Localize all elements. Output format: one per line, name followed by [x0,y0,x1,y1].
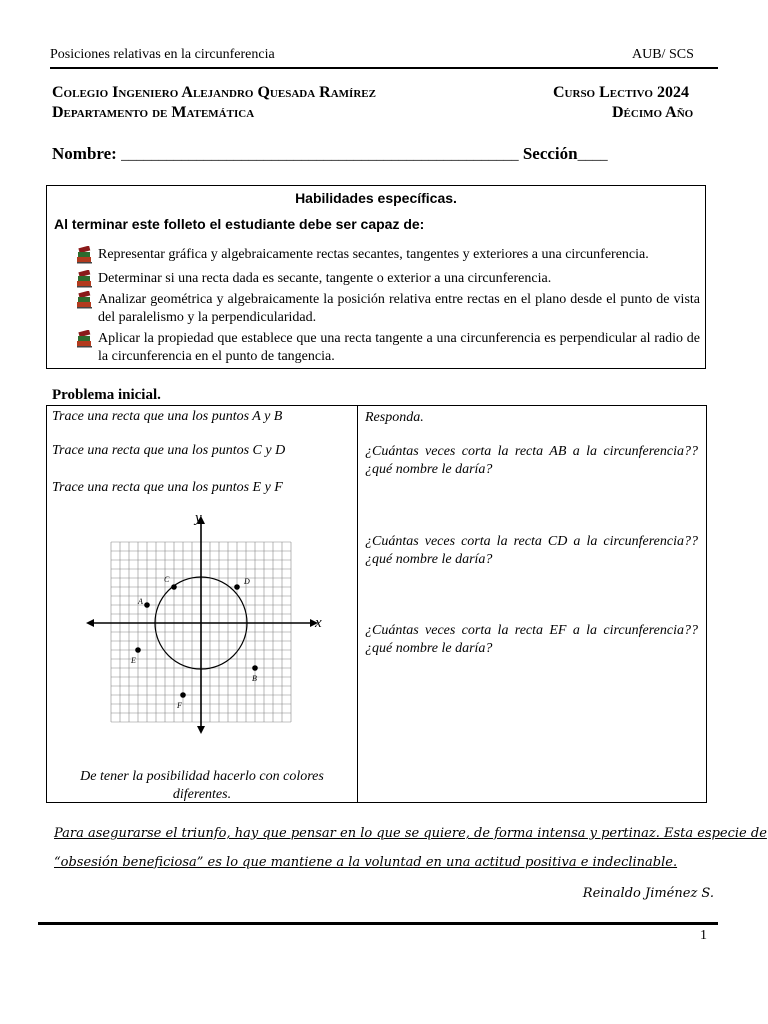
books-icon [76,291,94,309]
point-f [180,692,186,698]
instruction-ef: Trace una recta que una los puntos E y F [52,480,283,495]
student-name-line[interactable] [52,144,608,164]
point-a [144,602,150,608]
question-ef: ¿Cuántas veces corta la recta EF a la circunferencia?? ¿qué nombre le daría? [365,623,698,656]
name-label: Nombre: [52,144,122,163]
problem-title: Problema inicial. [52,387,161,403]
skill-item [76,270,700,288]
running-header-title: Posiciones relativas en la circunferencia [50,47,275,62]
point-e [135,647,141,653]
point-label-c: C [164,575,170,584]
point-label-f: F [177,701,182,710]
point-c [171,584,177,590]
skill-item [76,330,700,366]
point-d [234,584,240,590]
skill-item [76,246,700,264]
skill-text: Determinar si una recta dada es secante, tangente o exterior a una circunferencia. [98,271,552,286]
skill-item [76,291,700,327]
skill-text: Aplicar la propiedad que establece que una recta tangente a una circunferencia es perpendicular al radio de la circunferencia en el punto de tangencia. [98,331,700,364]
skills-title: Habilidades específicas. [295,190,457,206]
y-axis-arrow-down [197,726,205,734]
point-b [252,665,258,671]
running-header-code: AUB/ SCS [632,47,694,62]
question-ab: ¿Cuántas veces corta la recta AB a la circunferencia?? ¿qué nombre le daría? [365,444,698,477]
header-rule [50,67,718,69]
skill-text: Representar gráfica y algebraicamente rectas secantes, tangentes y exteriores a una circunferencia. [98,247,649,262]
respond-label: Responda. [365,410,424,425]
books-icon [76,330,94,348]
grade-level: Décimo Año [612,104,694,121]
quote-line-1: Para asegurarse el triunfo, hay que pensar en lo que se quiere, de forma intensa y pertinaz. Esta especie de [54,826,767,841]
point-label-d: D [244,577,250,586]
color-note: De tener la posibilidad hacerlo con colores diferentes. [80,769,324,802]
section-blank[interactable]: ____ [577,147,608,163]
skill-text: Analizar geométrica y algebraicamente la posición relativa entre rectas en el plano desde el punto de vista del paralelismo y la perpendicularidad. [98,292,700,325]
point-label-a: A [138,597,143,606]
department-name: Departamento de Matemática [52,104,255,121]
y-axis-label: y [195,510,202,526]
page-number: 1 [700,928,707,943]
x-axis-label: x [315,615,322,631]
instruction-cd: Trace una recta que una los puntos C y D [52,443,286,458]
section-label: Sección [522,144,578,163]
skills-intro: Al terminar este folleto el estudiante debe ser capaz de: [54,216,425,232]
point-label-e: E [131,656,136,665]
point-label-b: B [252,674,257,683]
instruction-ab: Trace una recta que una los puntos A y B [52,409,283,424]
school-name: Colegio Ingeniero Alejandro Quesada Ramírez [52,84,376,101]
x-axis-arrow-left [86,619,94,627]
books-icon [76,270,94,288]
footer-rule [38,922,718,925]
quote-line-2: “obsesión beneficiosa” es lo que mantiene a la voluntad en una actitud positiva e indeclinable. [54,855,678,870]
name-blank[interactable]: _____________________________________________________ [121,147,519,163]
quote-author: Reinaldo Jiménez S. [582,886,714,901]
coordinate-graph[interactable] [86,508,326,736]
question-cd: ¿Cuántas veces corta la recta CD a la circunferencia?? ¿qué nombre le daría? [365,534,698,567]
course-year: Curso Lectivo 2024 [553,84,689,101]
books-icon [76,246,94,264]
table-divider [357,405,358,803]
